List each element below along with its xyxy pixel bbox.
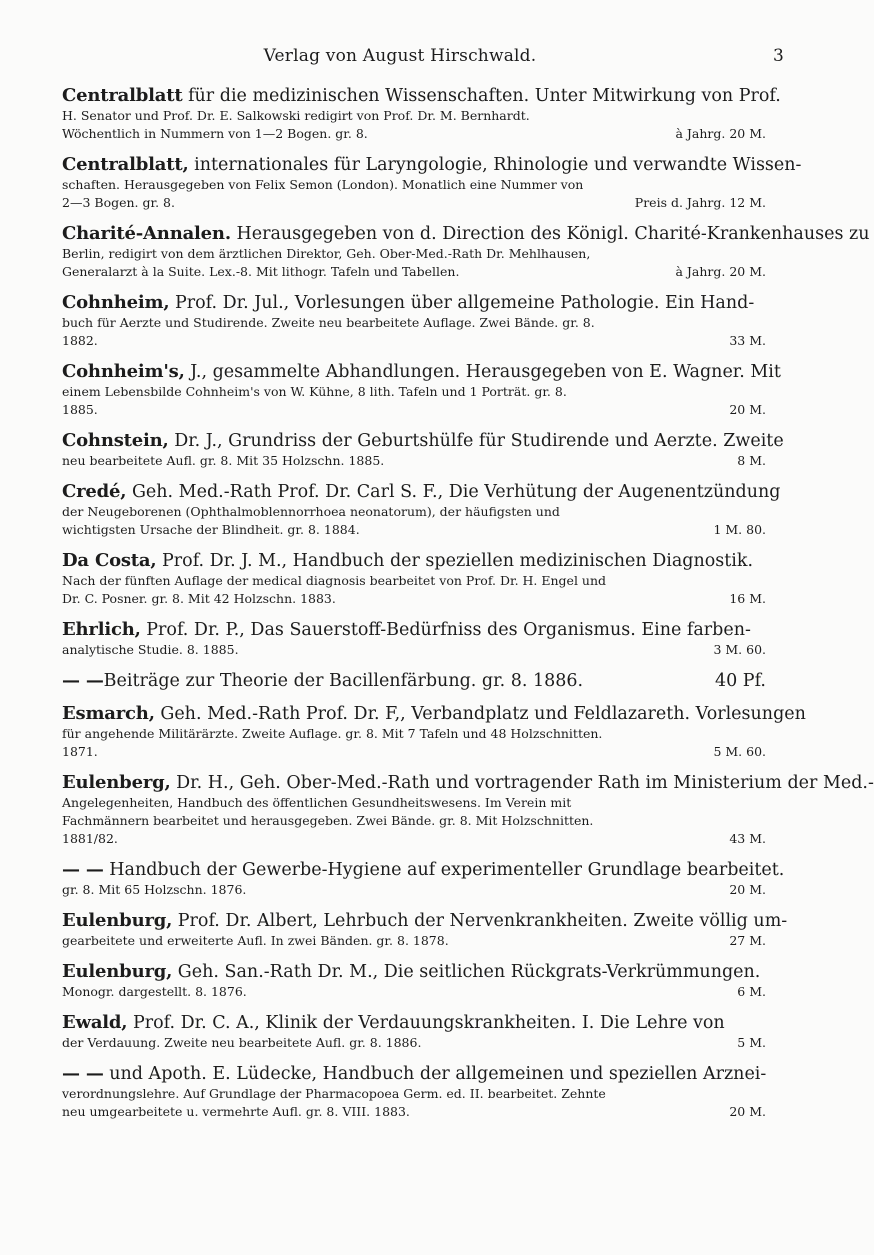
entry-text-line: Prof. Dr. Albert, Lehrbuch der Nervenkrankheiten. Zweite völlig um- xyxy=(177,911,788,931)
entry-continuation-line xyxy=(62,401,766,419)
entry-text-line: der Verdauung. Zweite neu bearbeitete Aufl. gr. 8. 1886. xyxy=(62,1034,422,1050)
entry-headword: — — xyxy=(62,670,104,691)
entry-text-line: Berlin, redigirt von dem ärztlichen Direktor, Geh. Ober-Med.-Rath Dr. Mehlhausen, xyxy=(62,245,591,261)
catalog-entry xyxy=(62,671,766,692)
entry-continuation-line xyxy=(62,812,766,830)
entry-text-line: Geh. Med.-Rath Prof. Dr. Carl S. F., Die Verhütung der Augenentzündung xyxy=(131,482,781,502)
entry-continuation-line xyxy=(62,983,766,1001)
entry-first-line xyxy=(62,481,781,503)
entry-continuation-line xyxy=(62,521,766,539)
catalog-entry xyxy=(62,154,802,212)
entry-first-line xyxy=(62,620,766,641)
entry-price: 6 M. xyxy=(737,983,766,999)
entry-first-line xyxy=(62,772,874,794)
entry-text-line: Nach der fünften Auflage der medical diagnosis bearbeitet von Prof. Dr. H. Engel und xyxy=(62,572,607,588)
entry-first-line xyxy=(62,551,766,572)
entry-text-line: gr. 8. Mit 65 Holzschn. 1876. xyxy=(62,881,247,897)
entry-continuation-line xyxy=(62,125,766,143)
entry-price: 33 M. xyxy=(729,332,766,348)
catalog-entry xyxy=(62,430,784,470)
entry-headword: Charité-Annalen. xyxy=(62,223,231,244)
entry-first-line xyxy=(62,1064,766,1085)
entry-continuation-line xyxy=(62,245,766,263)
entry-price: à Jahrg. 20 M. xyxy=(675,125,766,141)
catalog-entry xyxy=(62,551,766,608)
entry-text-line: schaften. Herausgegeben von Felix Semon (London). Monatlich eine Nummer von xyxy=(62,176,584,192)
entry-text-line: Prof. Dr. P., Das Sauerstoff-Bedürfniss des Organismus. Eine farben- xyxy=(146,620,751,640)
entry-text-line: Prof. Dr. C. A., Klinik der Verdauungskrankheiten. I. Die Lehre von xyxy=(132,1013,725,1033)
entry-price: 20 M. xyxy=(729,401,766,417)
catalog-entry xyxy=(62,859,785,899)
entry-text-line: Beiträge zur Theorie der Bacillenfärbung. gr. 8. 1886. xyxy=(103,671,584,691)
entry-first-line xyxy=(62,671,766,692)
running-header xyxy=(0,46,800,70)
entry-price: 3 M. 60. xyxy=(713,641,766,657)
entry-first-line xyxy=(62,223,870,245)
entry-headword: Credé, xyxy=(62,481,127,502)
entry-price: 5 M. xyxy=(737,1034,766,1050)
entry-text-line: einem Lebensbilde Cohnheim's von W. Kühne, 8 lith. Tafeln und 1 Porträt. gr. 8. xyxy=(62,383,567,399)
entry-text-line: Geh. San.-Rath Dr. M., Die seitlichen Rückgrats-Verkrümmungen. xyxy=(177,962,761,982)
entry-headword: Cohnstein, xyxy=(62,430,169,451)
entry-continuation-line xyxy=(62,641,766,659)
catalog-entry xyxy=(62,962,766,1001)
entry-text-line: Generalarzt à la Suite. Lex.-8. Mit lithogr. Tafeln und Tabellen. xyxy=(62,263,460,279)
catalog-entry xyxy=(62,620,766,659)
entry-text-line: Wöchentlich in Nummern von 1—2 Bogen. gr. 8. xyxy=(62,125,368,141)
entry-continuation-line xyxy=(62,830,766,848)
entry-price: 40 Pf. xyxy=(714,671,766,691)
entry-first-line xyxy=(62,85,781,107)
entry-continuation-line xyxy=(62,590,766,608)
entry-text-line: Monogr. dargestellt. 8. 1876. xyxy=(62,983,247,999)
entry-first-line xyxy=(62,154,802,176)
entry-headword: Eulenburg, xyxy=(62,910,173,931)
catalog-entry xyxy=(62,703,806,761)
entry-continuation-line xyxy=(62,794,766,812)
entry-first-line xyxy=(62,703,806,725)
catalog-entries xyxy=(62,85,874,1133)
entry-headword: Centralblatt, xyxy=(62,154,189,175)
entry-text-line: 2—3 Bogen. gr. 8. xyxy=(62,194,175,210)
entry-text-line: internationales für Laryngologie, Rhinologie und verwandte Wissen- xyxy=(194,155,802,175)
entry-price: 1 M. 80. xyxy=(713,521,766,537)
entry-headword: Cohnheim, xyxy=(62,292,170,313)
entry-text-line: Fachmännern bearbeitet und herausgegeben. Zwei Bände. gr. 8. Mit Holzschnitten. xyxy=(62,812,594,828)
entry-text-line: 1871. xyxy=(62,743,98,759)
entry-text-line: Prof. Dr. Jul., Vorlesungen über allgemeine Pathologie. Ein Hand- xyxy=(174,293,755,313)
entry-continuation-line xyxy=(62,452,766,470)
entry-text-line: Dr. J., Grundriss der Geburtshülfe für Studirende und Aerzte. Zweite xyxy=(174,431,784,451)
entry-text-line: Dr. H., Geh. Ober-Med.-Rath und vortragender Rath im Ministerium der Med.- xyxy=(176,773,874,793)
publisher-line: Verlag von August Hirschwald. xyxy=(263,46,537,66)
entry-continuation-line xyxy=(62,1034,766,1052)
entry-headword: Da Costa, xyxy=(62,550,157,571)
entry-continuation-line xyxy=(62,932,766,950)
entry-continuation-line xyxy=(62,314,766,332)
catalog-entry xyxy=(62,361,781,419)
entry-text-line: wichtigsten Ursache der Blindheit. gr. 8. 1884. xyxy=(62,521,360,537)
entry-headword: Centralblatt xyxy=(62,85,183,106)
entry-text-line: und Apoth. E. Lüdecke, Handbuch der allgemeinen und speziellen Arznei- xyxy=(109,1064,767,1084)
entry-first-line xyxy=(62,1013,766,1034)
catalog-entry xyxy=(62,223,870,281)
entry-text-line: Angelegenheiten, Handbuch des öffentlichen Gesundheitswesens. Im Verein mit xyxy=(62,794,572,810)
entry-text-line: der Neugeborenen (Ophthalmoblennorrhoea neonatorum), der häufigsten und xyxy=(62,503,560,519)
entry-continuation-line xyxy=(62,743,766,761)
entry-headword: Cohnheim's, xyxy=(62,361,185,382)
entry-text-line: Prof. Dr. J. M., Handbuch der speziellen medizinischen Diagnostik. xyxy=(162,551,754,571)
entry-continuation-line xyxy=(62,1103,766,1121)
catalog-entry xyxy=(62,1013,766,1052)
entry-continuation-line xyxy=(62,263,766,281)
catalog-entry xyxy=(62,1064,766,1121)
entry-continuation-line xyxy=(62,881,766,899)
entry-price: 16 M. xyxy=(729,590,766,606)
entry-text-line: verordnungslehre. Auf Grundlage der Pharmacopoea Germ. ed. II. bearbeitet. Zehnte xyxy=(62,1085,606,1101)
entry-text-line: 1881/82. xyxy=(62,830,118,846)
entry-continuation-line xyxy=(62,1085,766,1103)
entry-continuation-line xyxy=(62,725,766,743)
entry-price: 20 M. xyxy=(729,881,766,897)
entry-headword: Eulenberg, xyxy=(62,772,171,793)
catalog-entry xyxy=(62,85,781,143)
entry-text-line: neu bearbeitete Aufl. gr. 8. Mit 35 Holzschn. 1885. xyxy=(62,452,385,468)
entry-headword: Ehrlich, xyxy=(62,619,141,640)
catalog-entry xyxy=(62,293,766,350)
entry-price: Preis d. Jahrg. 12 M. xyxy=(634,194,766,210)
entry-text-line: buch für Aerzte und Studirende. Zweite neu bearbeitete Auflage. Zwei Bände. gr. 8. xyxy=(62,314,595,330)
entry-first-line xyxy=(62,962,766,983)
entry-continuation-line xyxy=(62,332,766,350)
entry-text-line: neu umgearbeitete u. vermehrte Aufl. gr. 8. VIII. 1883. xyxy=(62,1103,410,1119)
entry-headword: — — xyxy=(62,1063,104,1084)
entry-price: 5 M. 60. xyxy=(713,743,766,759)
entry-headword: Esmarch, xyxy=(62,703,155,724)
entry-continuation-line xyxy=(62,176,766,194)
entry-text-line: Handbuch der Gewerbe-Hygiene auf experimenteller Grundlage bearbeitet. xyxy=(109,860,785,880)
entry-text-line: Herausgegeben von d. Direction des Königl. Charité-Krankenhauses zu xyxy=(236,224,870,244)
entry-price: 20 M. xyxy=(729,1103,766,1119)
entry-text-line: für angehende Militärärzte. Zweite Auflage. gr. 8. Mit 7 Tafeln und 48 Holzschnitten. xyxy=(62,725,603,741)
entry-text-line: 1885. xyxy=(62,401,98,417)
page-number: 3 xyxy=(772,46,784,66)
entry-text-line: für die medizinischen Wissenschaften. Unter Mitwirkung von Prof. xyxy=(188,86,781,106)
entry-first-line xyxy=(62,859,785,881)
entry-price: à Jahrg. 20 M. xyxy=(675,263,766,279)
entry-first-line xyxy=(62,293,766,314)
entry-price: 27 M. xyxy=(729,932,766,948)
entry-headword: Ewald, xyxy=(62,1012,128,1033)
catalog-entry xyxy=(62,481,781,539)
entry-continuation-line xyxy=(62,107,766,125)
entry-continuation-line xyxy=(62,194,766,212)
entry-text-line: J., gesammelte Abhandlungen. Herausgegeben von E. Wagner. Mit xyxy=(190,362,781,382)
entry-continuation-line xyxy=(62,503,766,521)
entry-text-line: Geh. Med.-Rath Prof. Dr. F,, Verbandplatz und Feldlazareth. Vorlesungen xyxy=(160,704,806,724)
entry-text-line: H. Senator und Prof. Dr. E. Salkowski redigirt von Prof. Dr. M. Bernhardt. xyxy=(62,107,530,123)
entry-first-line xyxy=(62,430,784,452)
entry-price: 8 M. xyxy=(737,452,766,468)
catalog-entry xyxy=(62,910,788,950)
entry-text-line: analytische Studie. 8. 1885. xyxy=(62,641,239,657)
entry-headword: Eulenburg, xyxy=(62,961,173,982)
entry-continuation-line xyxy=(62,383,766,401)
entry-continuation-line xyxy=(62,572,766,590)
catalog-entry xyxy=(62,772,874,848)
entry-first-line xyxy=(62,361,781,383)
entry-text-line: Dr. C. Posner. gr. 8. Mit 42 Holzschn. 1883. xyxy=(62,590,336,606)
entry-first-line xyxy=(62,910,788,932)
entry-headword: — — xyxy=(62,859,104,880)
entry-text-line: gearbeitete und erweiterte Aufl. In zwei Bänden. gr. 8. 1878. xyxy=(62,932,449,948)
entry-text-line: 1882. xyxy=(62,332,98,348)
entry-price: 43 M. xyxy=(729,830,766,846)
